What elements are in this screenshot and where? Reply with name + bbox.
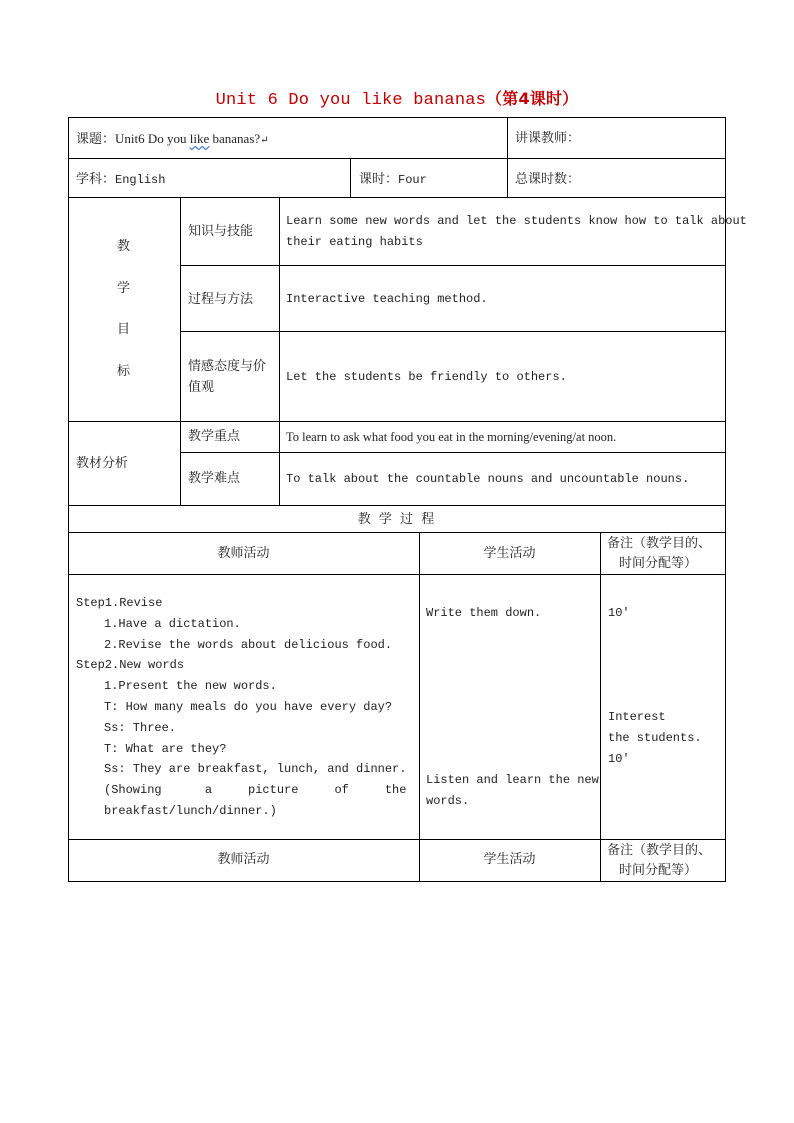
student-line: Listen and learn the new	[426, 773, 599, 787]
objective-label-attitude-line1: 情感态度与价	[188, 359, 267, 374]
topic-value-b: like	[189, 131, 210, 146]
col-header-notes-line2: 时间分配等）	[619, 556, 698, 571]
topic-value-a: Unit6 Do you	[115, 131, 190, 146]
header-col-divider	[507, 117, 508, 198]
objectives-section-char: 目	[117, 322, 131, 337]
note-time: 10′	[608, 752, 630, 766]
objective-text-knowledge-line1: Learn some new words and let the students know how to talk about	[286, 214, 747, 228]
col-header-notes-repeat-line1: 备注（教学目的、	[607, 843, 712, 858]
teacher-line: breakfast/lunch/dinner.)	[104, 804, 277, 818]
title-english: Unit 6 Do you like bananas	[215, 91, 487, 110]
objective-text-process: Interactive teaching method.	[286, 292, 488, 306]
analysis-text-key-points	[286, 427, 616, 448]
teacher-step: Step2.New words	[76, 658, 185, 672]
teacher-step: Step1.Revise	[76, 596, 163, 610]
teacher-line: (Showing a picture of the	[104, 783, 407, 797]
objective-text-attitude: Let the students be friendly to others.	[286, 370, 567, 384]
analysis-label-difficulties: 教学难点	[188, 471, 241, 486]
subject-field	[76, 169, 165, 191]
objectives-row-divider	[180, 265, 726, 266]
objective-label-process: 过程与方法	[188, 292, 254, 307]
page-title	[0, 86, 794, 110]
student-line: Write them down.	[426, 606, 542, 620]
process-col-divider	[600, 532, 601, 882]
topic-field	[76, 128, 269, 151]
col-header-notes-repeat-line2: 时间分配等）	[619, 863, 698, 878]
process-heading: 教 学 过 程	[357, 512, 437, 527]
analysis-text-difficulties: To talk about the countable nouns and uncountable nouns.	[286, 472, 690, 486]
header-row-divider	[68, 158, 726, 159]
objectives-col-divider	[279, 197, 280, 506]
teacher-line: 1.Have a dictation.	[104, 617, 241, 631]
objectives-section-char: 学	[117, 281, 131, 296]
topic-value-c: bananas?	[209, 131, 261, 146]
objective-label-knowledge: 知识与技能	[188, 224, 254, 239]
note-line: the students.	[608, 731, 702, 745]
objectives-section-char: 标	[117, 364, 131, 379]
teacher-line: T: How many meals do you have every day?	[104, 700, 393, 714]
col-header-teacher: 教师活动	[217, 546, 270, 561]
teacher-line: Ss: They are breakfast, lunch, and dinner.	[104, 762, 407, 776]
teacher-line: T: What are they?	[104, 742, 227, 756]
note-line: Interest	[608, 710, 666, 724]
student-line: words.	[426, 794, 470, 808]
title-chinese: （第4课时）	[486, 89, 579, 108]
col-header-student: 学生活动	[483, 546, 536, 561]
col-header-student-repeat: 学生活动	[483, 852, 536, 867]
period-value: Four	[398, 173, 427, 187]
objectives-row-divider	[180, 331, 726, 332]
col-header-notes-line1: 备注（教学目的、	[607, 536, 712, 551]
teacher-line: Ss: Three.	[104, 721, 177, 735]
teacher-line: 2.Revise the words about delicious food.	[104, 638, 393, 652]
period-label: 课时：	[359, 172, 399, 187]
period-field	[359, 169, 427, 191]
analysis-label-key-points: 教学重点	[188, 429, 241, 444]
topic-label: 课题：	[76, 132, 116, 147]
key-points-text: To learn to ask what food you eat in the morning/evening/at noon.	[286, 430, 617, 444]
subject-value: English	[115, 173, 166, 187]
subject-label: 学科：	[76, 172, 116, 187]
objective-text-knowledge-line2: their eating habits	[286, 235, 423, 249]
teacher-line: 1.Present the new words.	[104, 679, 277, 693]
header-col-divider	[350, 158, 351, 198]
objectives-col-divider	[180, 197, 181, 506]
analysis-row-divider	[180, 452, 726, 453]
note-time: 10′	[608, 606, 630, 620]
teacher-label: 讲课教师：	[515, 131, 581, 146]
objective-label-attitude-line2: 值观	[188, 380, 215, 395]
paragraph-mark: ↵	[260, 135, 269, 146]
objectives-section-divider	[68, 421, 726, 422]
process-col-divider	[419, 532, 420, 882]
analysis-section-label: 教材分析	[76, 456, 129, 471]
objectives-section-char: 教	[117, 239, 131, 254]
col-header-teacher-repeat: 教师活动	[217, 852, 270, 867]
total-periods-label: 总课时数：	[515, 172, 581, 187]
process-row-divider	[68, 574, 726, 575]
